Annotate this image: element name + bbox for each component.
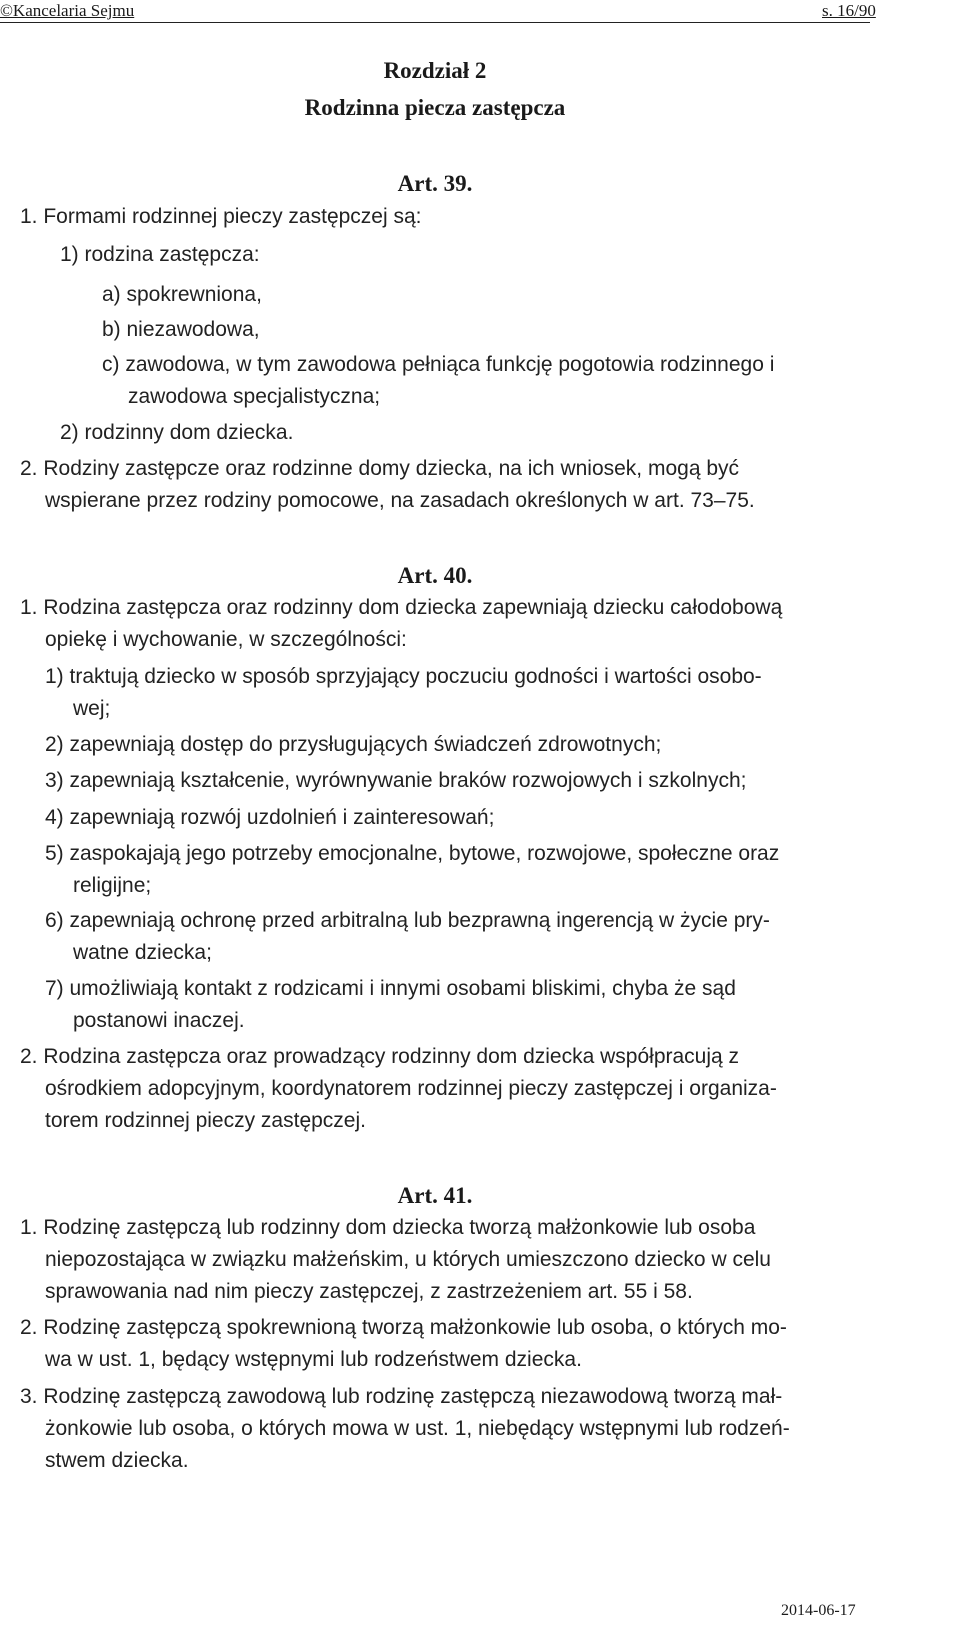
paragraph-text: sprawowania nad nim pieczy zastępczej, z zastrzeżeniem art. 55 i 58. — [45, 1280, 693, 1303]
list-item-continuation: watne dziecka; — [73, 941, 212, 964]
paragraph-text: 2. Rodziny zastępcze oraz rodzinne domy dziecka, na ich wniosek, mogą być — [20, 457, 740, 480]
footer-date: 2014-06-17 — [781, 1602, 856, 1619]
paragraph-text: 1. Formami rodzinnej pieczy zastępczej są: — [20, 205, 422, 228]
paragraph-text: torem rodzinnej pieczy zastępczej. — [45, 1109, 366, 1132]
list-item-continuation: wej; — [73, 697, 111, 720]
chapter-number: Rozdział 2 — [383, 58, 487, 83]
paragraph-text: 2. Rodzina zastępcza oraz prowadzący rodzinny dom dziecka współpracują z — [20, 1045, 740, 1068]
list-item: b) niezawodowa, — [102, 318, 260, 341]
list-item: 1) rodzina zastępcza: — [60, 243, 260, 266]
header-divider — [0, 22, 870, 23]
list-item-continuation: zawodowa specjalistyczna; — [128, 385, 381, 408]
list-item: 2) rodzinny dom dziecka. — [60, 421, 294, 444]
list-item: 4) zapewniają rozwój uzdolnień i zainteresowań; — [45, 806, 495, 829]
list-item: 6) zapewniają ochronę przed arbitralną lub bezprawną ingerencją w życie pry- — [45, 909, 770, 932]
paragraph-text: stwem dziecka. — [45, 1449, 189, 1472]
paragraph-text: 1. Rodzina zastępcza oraz rodzinny dom dziecka zapewniają dziecku całodobową — [20, 596, 783, 619]
article-41-title: Art. 41. — [397, 1183, 473, 1208]
list-item: 5) zaspokajają jego potrzeby emocjonalne, bytowe, rozwojowe, społeczne oraz — [45, 842, 780, 865]
list-item-continuation: religijne; — [73, 874, 152, 897]
paragraph-text: wspierane przez rodziny pomocowe, na zasadach określonych w art. 73–75. — [45, 489, 755, 512]
paragraph-text: 3. Rodzinę zastępczą zawodową lub rodzinę zastępczą niezawodową tworzą mał- — [20, 1385, 783, 1408]
list-item-continuation: postanowi inaczej. — [73, 1009, 245, 1032]
paragraph-text: opiekę i wychowanie, w szczególności: — [45, 628, 407, 651]
chapter-title: Rodzinna piecza zastępcza — [304, 95, 566, 120]
list-item: a) spokrewniona, — [102, 283, 262, 306]
list-item: 7) umożliwiają kontakt z rodzicami i innymi osobami bliskimi, chyba że sąd — [45, 977, 736, 1000]
list-item: 2) zapewniają dostęp do przysługujących świadczeń zdrowotnych; — [45, 733, 662, 756]
paragraph-text: 1. Rodzinę zastępczą lub rodzinny dom dziecka tworzą małżonkowie lub osoba — [20, 1216, 756, 1239]
page-number-link[interactable]: s. 16/90 — [822, 1, 876, 20]
list-item: 1) traktują dziecko w sposób sprzyjający poczuciu godności i wartości osobo- — [45, 665, 762, 688]
paragraph-text: ośrodkiem adopcyjnym, koordynatorem rodzinnej pieczy zastępczej i organiza- — [45, 1077, 777, 1100]
page-header — [0, 0, 960, 24]
paragraph-text: wa w ust. 1, będący wstępnymi lub rodzeństwem dziecka. — [45, 1348, 582, 1371]
article-40-title: Art. 40. — [397, 563, 473, 588]
list-item: c) zawodowa, w tym zawodowa pełniąca funkcję pogotowia rodzinnego i — [102, 353, 775, 376]
list-item: 3) zapewniają kształcenie, wyrównywanie braków rozwojowych i szkolnych; — [45, 769, 747, 792]
paragraph-text: niepozostająca w związku małżeńskim, u których umieszczono dziecko w celu — [45, 1248, 771, 1271]
source-link[interactable]: ©Kancelaria Sejmu — [0, 1, 135, 20]
paragraph-text: żonkowie lub osoba, o których mowa w ust. 1, niebędący wstępnymi lub rodzeń- — [45, 1417, 790, 1440]
paragraph-text: 2. Rodzinę zastępczą spokrewnioną tworzą małżonkowie lub osoba, o których mo- — [20, 1316, 787, 1339]
article-39-title: Art. 39. — [397, 171, 473, 196]
